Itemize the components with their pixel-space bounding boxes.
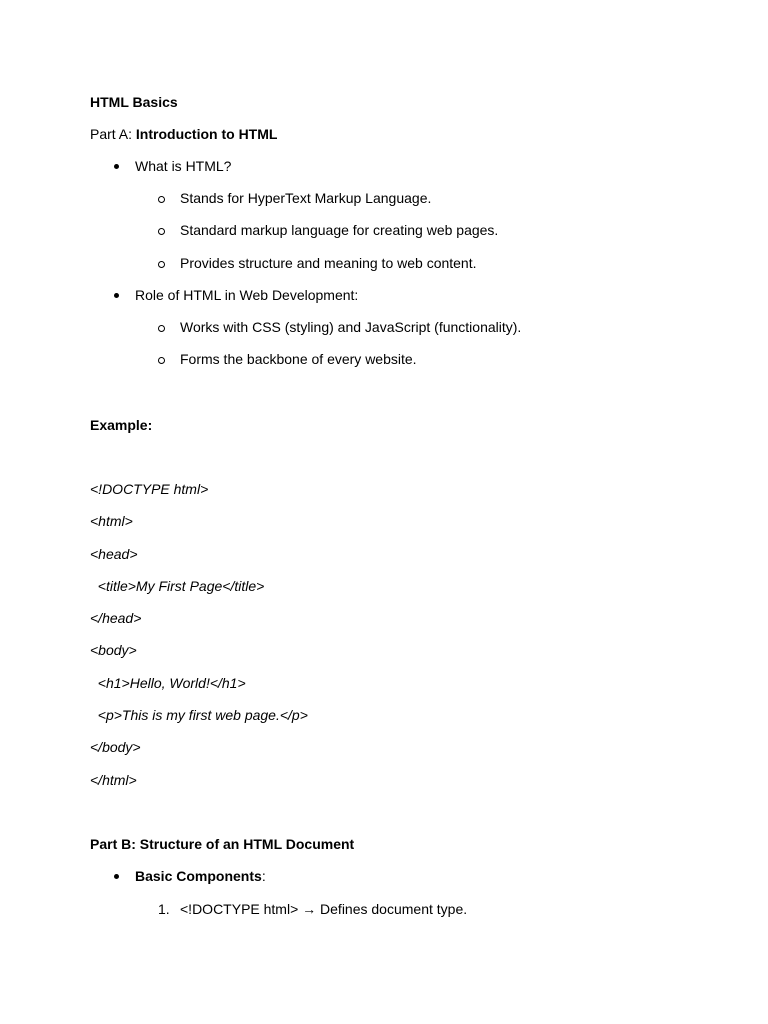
code-line: <title>My First Page</title> xyxy=(90,578,265,594)
list-item: What is HTML? xyxy=(135,158,232,174)
disc-bullet-icon xyxy=(114,293,119,298)
code-line: <head> xyxy=(90,546,138,562)
code-line: </head> xyxy=(90,610,142,626)
circle-bullet-icon xyxy=(158,325,165,332)
circle-bullet-icon xyxy=(158,261,165,268)
sub-list-item: Provides structure and meaning to web content. xyxy=(180,255,477,271)
code-line: </body> xyxy=(90,739,141,755)
code-line: </html> xyxy=(90,772,137,788)
disc-bullet-icon xyxy=(114,164,119,169)
part-a-title: Introduction to HTML xyxy=(135,126,278,142)
sub-list-item: Works with CSS (styling) and JavaScript (functionality). xyxy=(180,319,522,335)
code-line: <body> xyxy=(90,642,137,658)
code-line: <html> xyxy=(90,513,133,529)
part-b-heading: Part B: Structure of an HTML Document xyxy=(90,836,355,852)
list-item xyxy=(135,867,266,885)
numbered-list-item: <!DOCTYPE html> → Defines document type. xyxy=(180,901,468,917)
list-number: 1. xyxy=(158,901,170,917)
list-item-label: Basic Components xyxy=(135,868,262,884)
list-item-suffix: : xyxy=(261,868,266,884)
circle-bullet-icon xyxy=(158,357,165,364)
document-title: HTML Basics xyxy=(90,94,178,110)
part-a-prefix: Part A: xyxy=(90,126,136,142)
sub-list-item: Standard markup language for creating web pages. xyxy=(180,222,499,238)
sub-list-item: Stands for HyperText Markup Language. xyxy=(180,190,432,206)
example-heading: Example: xyxy=(90,417,153,433)
list-item: Role of HTML in Web Development: xyxy=(135,287,359,303)
circle-bullet-icon xyxy=(158,228,165,235)
part-a-heading xyxy=(90,125,277,143)
code-line: <p>This is my first web page.</p> xyxy=(90,707,308,723)
code-line: <h1>Hello, World!</h1> xyxy=(90,675,246,691)
code-line: <!DOCTYPE html> xyxy=(90,481,209,497)
disc-bullet-icon xyxy=(114,874,119,879)
circle-bullet-icon xyxy=(158,196,165,203)
sub-list-item: Forms the backbone of every website. xyxy=(180,351,417,367)
